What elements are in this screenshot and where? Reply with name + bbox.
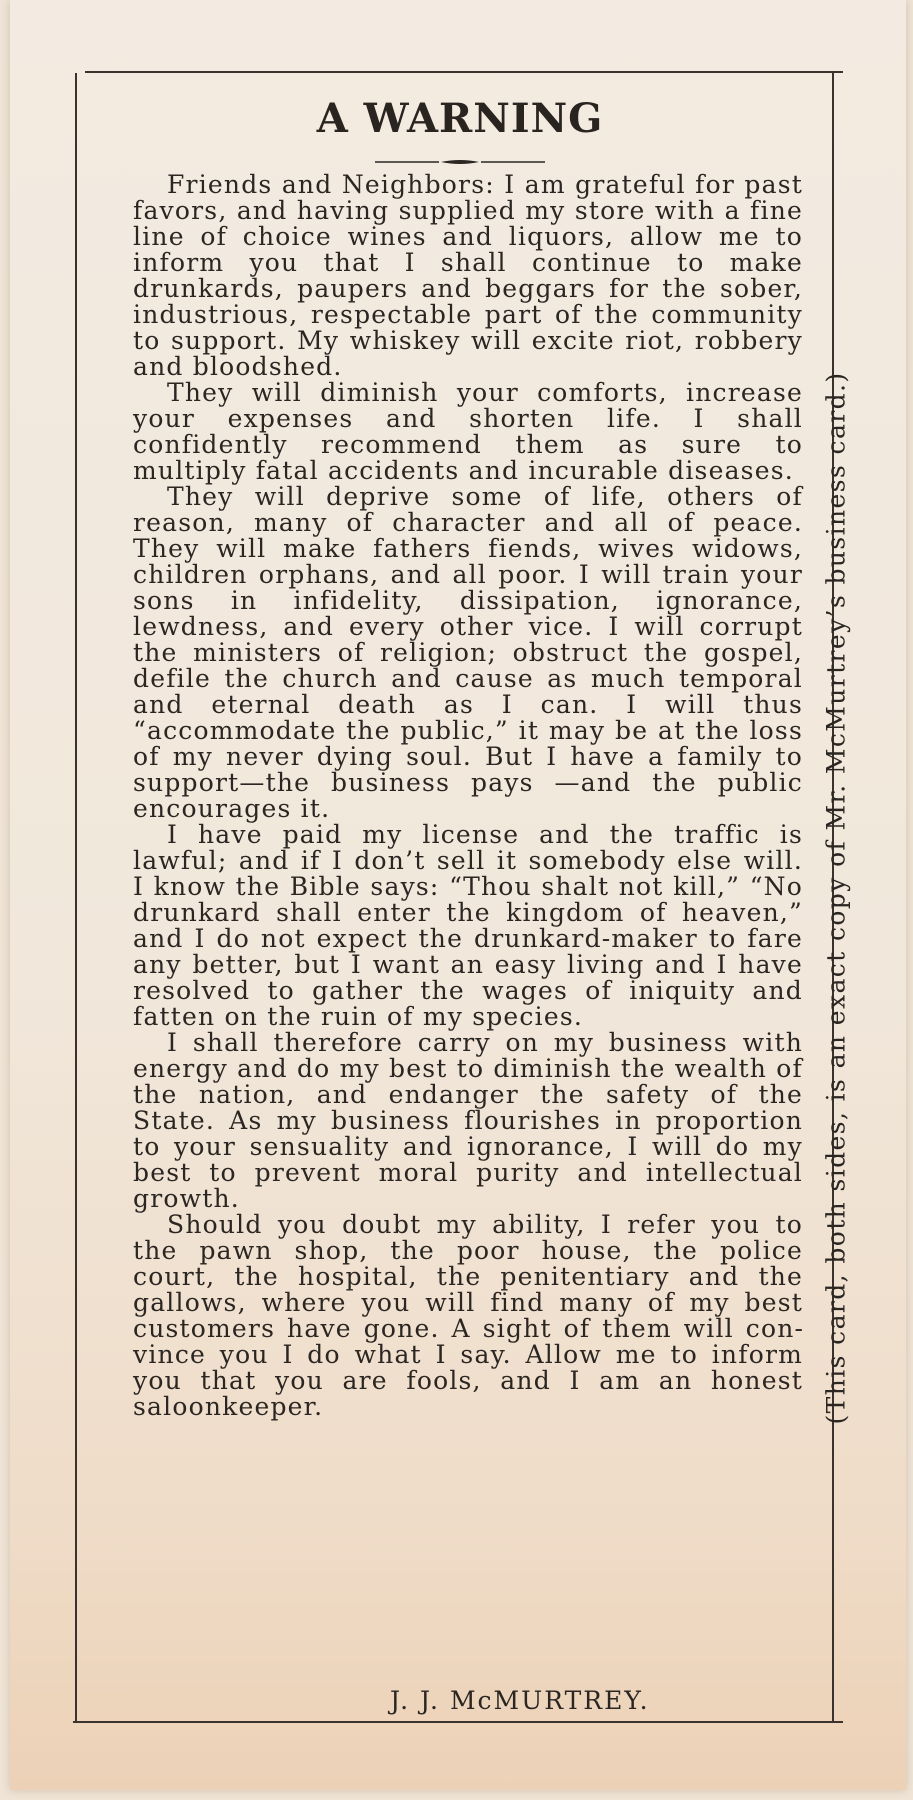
paragraph-4: I have paid my license and the traffic is lawful; and if I don’t sell it somebody else will. I know the Bible says: “Thou shalt not kill,” “No drunkard shall enter the kingdom of heaven,” and I do not expect the drunkard-maker to fare any better, but I want an easy living and I have resolved to gather the wages of iniquity and fatten on the ruin of my species. <box>133 820 803 1031</box>
warning-body <box>133 172 803 1420</box>
paragraph-6: Should you doubt my ability, I refer you to the pawn shop, the poor house, the police court, the hospital, the penitentiary and the gallows, where you will find many of my best customers have gone. A sight of them will convince you I do what I say. Allow me to inform you that you are fools, and I am an honest saloonkeeper. <box>133 1210 803 1421</box>
paragraph-1: Friends and Neighbors: I am grateful for past favors, and having supplied my store with a fine line of choice wines and liquors, allow me to inform you that I shall continue to make drunkards, paupers and beggars for the sober, industrious, respectable part of the community to support. My whiskey will excite riot, robbery and bloodshed. <box>133 170 803 381</box>
side-note-text: (This card, both sides, is an exact copy of Mr. McMurtrey’s business card.) <box>821 371 851 1425</box>
paragraph-3: They will deprive some of life, others of reason, many of character and all of peace. They will make fathers fiends, wives widows, children orphans, and all poor. I will train your sons in infidelity, dissipation, ignorance, lewdness, and every other vice. I will corrupt the ministers of religion; obstruct the gospel, defile the church and cause as much temporal and eternal death as I can. I will thus “accommodate the public,” it may be at the loss of my never dying soul. But I have a family to support—the business pays —and the public encourages it. <box>133 482 803 823</box>
frame-left-rule <box>75 73 77 1721</box>
business-card <box>10 0 906 1790</box>
title-ornament-divider <box>375 159 545 165</box>
paragraph-2: They will diminish your comforts, increase your expenses and shorten life. I shall confidently recommend them as sure to multiply fatal accidents and incurable diseases. <box>133 378 803 485</box>
card-title: A WARNING <box>316 95 604 142</box>
paragraph-5: I shall therefore carry on my business with energy and do my best to diminish the wealth of the nation, and endanger the safety of the State. As my business flourishes in proportion to your sensuality and ignorance, I will do my best to prevent moral purity and intellectual growth. <box>133 1028 803 1213</box>
frame-top-rule <box>85 71 843 73</box>
frame-bottom-rule <box>73 1721 843 1723</box>
signature: J. J. McMURTREY. <box>390 1686 650 1715</box>
